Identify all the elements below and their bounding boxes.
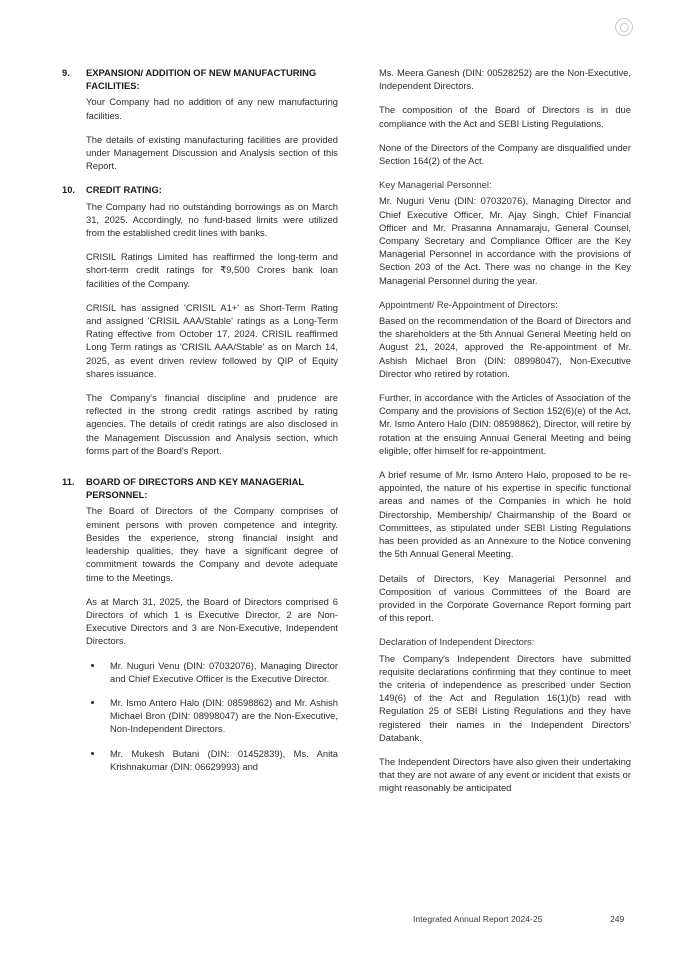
paragraph: None of the Directors of the Company are disqualified under Section 164(2) of the Act. — [379, 141, 631, 167]
left-column — [62, 66, 338, 784]
paragraph: The Company's Independent Directors have submitted requisite declarations confirming that they continue to meet the criteria of independence as prescribed under Section 149(6) of the Act and Regulation 16(1)(b) read with Regulation 25 of SEBI Listing Regulations and they have registered their names in the Independent Directors' Databank. — [379, 652, 631, 743]
paragraph: The Board of Directors of the Company comprises of eminent persons with proven competence and integrity. Besides the experience, strong financial insight and leadership qualities, they have a significant degree of commitment towards the Company and devote adequate time to the Meetings. — [86, 505, 338, 583]
section-number: 9. — [62, 67, 70, 78]
paragraph: Further, in accordance with the Articles of Association of the Company and the provisions of Section 152(6)(e) of the Act, Mr. Ismo Antero Halo (DIN: 08598862), Director, will retire by rotation at the ensuing Annual General Meeting and being eligible, offer himself for re-appointment. — [379, 392, 631, 456]
section-heading-board — [62, 475, 338, 501]
paragraph: Mr. Nuguri Venu (DIN: 07032076), Managing Director and Chief Executive Officer, Mr. Ajay Singh, Chief Financial Officer and Mr. Prasanna Annamaraju, General Counsel, Company Secretary and Compliance Officer are the Key Managerial Personnel in accordance with the provisions of Section 203 of the Act. There was no change in the Key Managerial Personnel during the year. — [379, 195, 631, 286]
report-title: Integrated Annual Report 2024-25 — [413, 914, 543, 924]
list-item: Mr. Nuguri Venu (DIN: 07032076), Managing Director and Chief Executive Officer is the Executive Director. — [110, 659, 338, 684]
section-number: 10. — [62, 184, 76, 196]
director-list — [62, 659, 338, 773]
list-item: Mr. Mukesh Butani (DIN: 01452839), Ms. Anita Krishnakumar (DIN: 06629993) and — [110, 747, 338, 772]
page-number: 249 — [610, 914, 625, 924]
paragraph: Based on the recommendation of the Board of Directors and the shareholders at the 5th Annual General Meeting held on August 21, 2024, approved the Re-appointment of Mr. Ashish Michael Bron (DIN: 08998047), Non-Executive Director who retired by rotation. — [379, 315, 631, 379]
paragraph: Ms. Meera Ganesh (DIN: 00528252) are the Non-Executive, Independent Directors. — [379, 67, 631, 92]
paragraph: A brief resume of Mr. Ismo Antero Halo, proposed to be re-appointed, the nature of his expertise in specific functional areas and names of the Companies in which he hold Directorship, Membership/ Chairmanship of the Board or Committees, as stipulated under SEBI Listing Regulations has been provided as an Annexure to the Notice convening the 5th Annual General Meeting. — [379, 469, 631, 560]
paragraph: The details of existing manufacturing facilities are provided under Management Discussion and Analysis section of this Report. — [86, 133, 338, 172]
section-heading-expansion — [62, 66, 338, 92]
list-item: Mr. Ismo Antero Halo (DIN: 08598862) and Mr. Ashish Michael Bron (DIN: 08998047) are the Non-Executive, Non-Independent Directors. — [110, 696, 338, 735]
corporate-logo-icon — [615, 18, 633, 36]
paragraph: CRISIL Ratings Limited has reaffirmed the long-term and short-term credit ratings for ₹9,500 Crores bank loan facilities of the Company. — [86, 251, 338, 289]
paragraph: Your Company had no addition of any new manufacturing facilities. — [86, 96, 338, 121]
paragraph: Details of Directors, Key Managerial Personnel and Composition of various Committees of the Board are provided in the Corporate Governance Report forming part of this report. — [379, 572, 631, 624]
subheading-kmp: Key Managerial Personnel: — [379, 179, 492, 191]
section-title: EXPANSION/ ADDITION OF NEW MANUFACTURING FACILITIES: — [86, 67, 317, 92]
section-title: CREDIT RATING: — [86, 184, 162, 196]
section-heading-credit-rating — [62, 183, 338, 196]
paragraph: As at March 31, 2025, the Board of Directors comprised 6 Directors of which 1 is Executive Director, 2 are Non-Executive Directors and 3 are Non-Executive, Independent Directors. — [86, 595, 338, 647]
paragraph: The Company had no outstanding borrowings as on March 31, 2025. Accordingly, no fund-based limits were utilized from the established credit lines with banks. — [86, 200, 338, 239]
section-title: BOARD OF DIRECTORS AND KEY MANAGERIAL PERSONNEL: — [86, 476, 304, 501]
paragraph: The composition of the Board of Directors is in due compliance with the Act and SEBI Listing Regulations. — [379, 104, 631, 129]
right-column — [379, 66, 631, 806]
paragraph: CRISIL has assigned 'CRISIL A1+' as Short-Term Rating and assigned 'CRISIL AAA/Stable' ratings as a Long-Term Rating effective from October 17, 2024. CRISIL reaffirmed Long Term ratings as 'CRISIL AAA/Stable' as on March 14, 2025, as event driven review followed by QIP of Equity shares issuance. — [86, 301, 338, 379]
paragraph: The Independent Directors have also given their undertaking that they are not aware of any event or incident that exists or might reasonably be anticipated — [379, 755, 631, 794]
subheading-appointment: Appointment/ Re-Appointment of Directors: — [379, 298, 558, 310]
section-number: 11. — [62, 476, 75, 488]
subheading-independent: Declaration of Independent Directors: — [379, 636, 535, 648]
paragraph: The Company's financial discipline and prudence are reflected in the strong credit ratings ascribed by rating agencies. The details of credit ratings are also disclosed in the Management Discussion and Analysis section, which forms part of the Board's Report. — [86, 392, 338, 456]
